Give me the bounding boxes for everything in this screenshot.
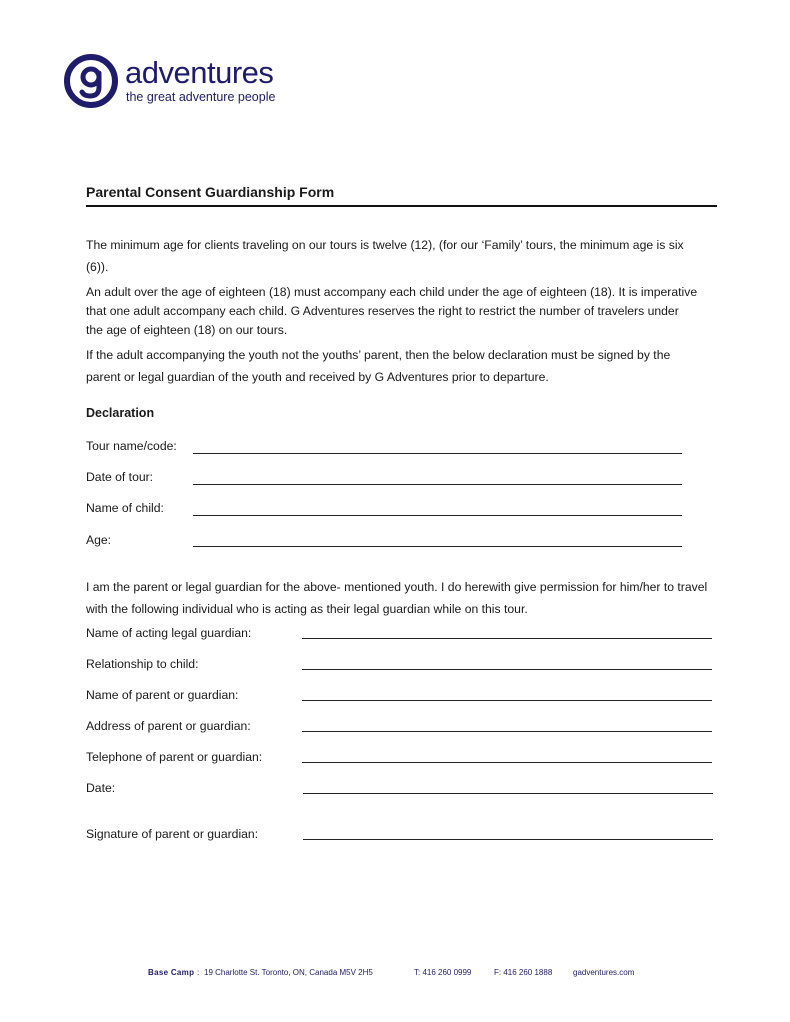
- declaration-requirement-paragraph: If the adult accompanying the youth not the youths’ parent, then the below declaration must be signed by the parent or legal guardian of the youth and received by G Adventures prior to departure.: [86, 348, 671, 384]
- parent-telephone-line[interactable]: [302, 762, 712, 763]
- logo-wordmark: adventures: [125, 55, 274, 90]
- footer-separator: :: [197, 968, 200, 977]
- footer-address: 19 Charlotte St. Toronto, ON, Canada M5V 2H5: [204, 968, 373, 977]
- relationship-label: Relationship to child:: [86, 657, 199, 671]
- adult-accompaniment-paragraph: An adult over the age of eighteen (18) must accompany each child under the age of eighteen (18). It is imperative that one adult accompany each child. G Adventures reserves the right to restrict the number of travelers under the age of eighteen (18) on our tours.: [86, 285, 698, 337]
- tour-date-line[interactable]: [193, 484, 682, 485]
- g-logo-icon: [64, 54, 118, 108]
- footer-website[interactable]: gadventures.com: [573, 968, 635, 977]
- tour-name-label: Tour name/code:: [86, 439, 177, 453]
- acting-guardian-line[interactable]: [302, 638, 712, 639]
- form-title: Parental Consent Guardianship Form: [86, 184, 335, 200]
- parent-telephone-label: Telephone of parent or guardian:: [86, 750, 263, 764]
- footer-fax: F: 416 260 1888: [494, 968, 553, 977]
- parent-name-label: Name of parent or guardian:: [86, 688, 239, 702]
- logo-tagline: the great adventure people: [126, 90, 276, 104]
- title-divider: [86, 205, 717, 207]
- declaration-heading: Declaration: [86, 406, 155, 420]
- signature-line[interactable]: [303, 839, 713, 840]
- child-name-label: Name of child:: [86, 501, 164, 515]
- acting-guardian-label: Name of acting legal guardian:: [86, 626, 252, 640]
- signature-label: Signature of parent or guardian:: [86, 827, 259, 841]
- permission-paragraph: I am the parent or legal guardian for the above- mentioned youth. I do herewith give permission for him/her to travel with the following individual who is acting as their legal guardian while on this tour.: [86, 580, 708, 616]
- age-policy-paragraph: The minimum age for clients traveling on our tours is twelve (12), (for our ‘Family’ tours, the minimum age is six (6)).: [86, 238, 684, 274]
- relationship-line[interactable]: [302, 669, 712, 670]
- footer-label: Base Camp: [148, 968, 195, 977]
- parent-address-line[interactable]: [302, 731, 712, 732]
- age-label: Age:: [86, 533, 112, 547]
- parent-name-line[interactable]: [302, 700, 712, 701]
- date-line[interactable]: [303, 793, 713, 794]
- footer-telephone: T: 416 260 0999: [414, 968, 472, 977]
- parent-address-label: Address of parent or guardian:: [86, 719, 251, 733]
- tour-date-label: Date of tour:: [86, 470, 154, 484]
- tour-name-line[interactable]: [193, 453, 682, 454]
- age-line[interactable]: [193, 546, 682, 547]
- date-label: Date:: [86, 781, 116, 795]
- child-name-line[interactable]: [193, 515, 682, 516]
